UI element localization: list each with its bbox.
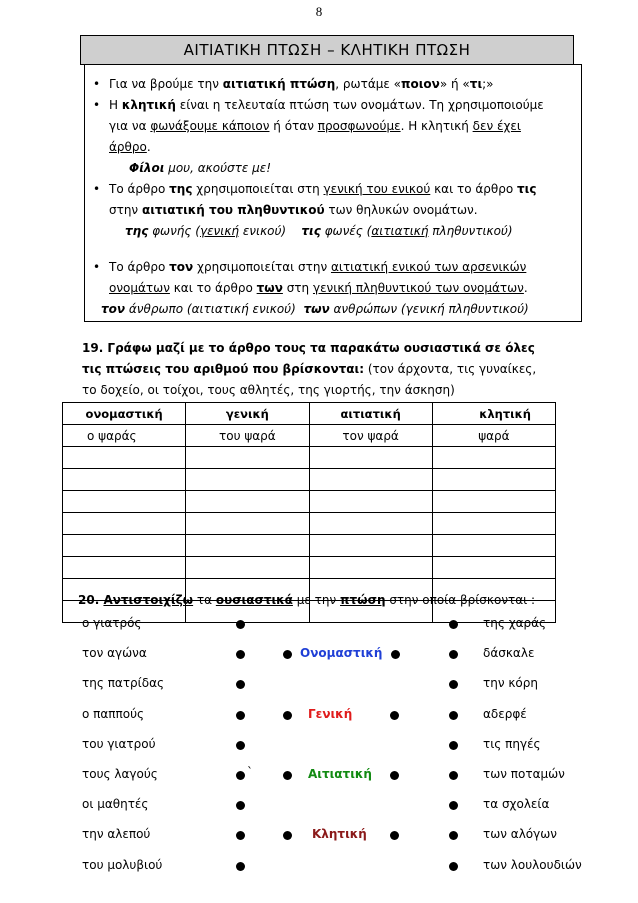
- exercise-19-word-list: το δοχείο, οι τοίχοι, τους αθλητές, της γιορτής, την άσκηση): [82, 383, 455, 397]
- column-header: κλητική: [432, 403, 555, 425]
- answer-cell[interactable]: [186, 447, 309, 469]
- left-word: της πατρίδας: [82, 676, 165, 691]
- answer-cell[interactable]: [309, 535, 432, 557]
- answer-cell[interactable]: [186, 491, 309, 513]
- info-example: της φωνής (γενική ενικού) τις φωνές (αιτιατική πληθυντικού): [125, 224, 513, 238]
- table-row-blank[interactable]: [63, 447, 556, 469]
- match-dot[interactable]: [449, 831, 458, 840]
- answer-cell[interactable]: [63, 513, 186, 535]
- right-word: αδερφέ: [483, 706, 527, 721]
- answer-cell[interactable]: [432, 557, 555, 579]
- table-row-blank[interactable]: [63, 491, 556, 513]
- right-word: των ποταμών: [483, 767, 565, 781]
- table-row-blank[interactable]: [63, 513, 556, 535]
- grammar-info-box: [84, 64, 582, 322]
- declension-table: [62, 402, 556, 623]
- match-dot[interactable]: [236, 862, 245, 871]
- left-word: του γιατρού: [82, 736, 156, 751]
- answer-cell[interactable]: [186, 513, 309, 535]
- right-word: την κόρη: [483, 676, 538, 691]
- case-label: Γενική: [308, 706, 353, 721]
- page-title: ΑΙΤΙΑΤΙΚΗ ΠΤΩΣΗ – ΚΛΗΤΙΚΗ ΠΤΩΣΗ: [80, 35, 574, 65]
- left-word: τους λαγούς: [82, 767, 158, 781]
- info-line: Το άρθρο της χρησιμοποιείται στη γενική του ενικού και το άρθρο τις: [109, 182, 537, 196]
- right-word: τα σχολεία: [483, 797, 550, 812]
- bullet-icon: •: [93, 77, 101, 91]
- match-dot[interactable]: [236, 831, 245, 840]
- left-word: τον αγώνα: [82, 646, 147, 661]
- match-dot[interactable]: [449, 620, 458, 629]
- case-label: Ονομαστική: [300, 646, 383, 661]
- match-dot[interactable]: [283, 650, 292, 659]
- right-word: τις πηγές: [483, 736, 541, 751]
- match-dot[interactable]: [236, 680, 245, 689]
- match-dot[interactable]: [449, 771, 458, 780]
- match-dot[interactable]: [236, 711, 245, 720]
- table-row-blank[interactable]: [63, 469, 556, 491]
- match-dot[interactable]: [283, 711, 292, 720]
- left-word: την αλεπού: [82, 827, 151, 842]
- table-header-row: [63, 403, 556, 425]
- info-line: άρθρο.: [109, 140, 151, 154]
- left-word: ο γιατρός: [82, 616, 142, 630]
- answer-cell[interactable]: [432, 447, 555, 469]
- match-dot[interactable]: [449, 862, 458, 871]
- info-example: Φίλοι μου, ακούστε με!: [129, 161, 272, 175]
- exercise-19-instruction: τις πτώσεις του αριθμού που βρίσκονται: (τον άρχοντα, τις γυναίκες,: [82, 362, 537, 376]
- answer-cell[interactable]: [309, 557, 432, 579]
- table-row-blank[interactable]: [63, 557, 556, 579]
- left-word: ο παππούς: [82, 706, 145, 721]
- answer-cell[interactable]: [432, 535, 555, 557]
- case-label: Αιτιατική: [308, 767, 372, 781]
- exercise-19-instruction: 19. Γράφω μαζί με το άρθρο τους τα παρακάτω ουσιαστικά σε όλες: [82, 341, 535, 355]
- column-header: γενική: [186, 403, 309, 425]
- answer-cell[interactable]: [432, 469, 555, 491]
- bullet-icon: •: [93, 182, 101, 196]
- match-dot[interactable]: [236, 741, 245, 750]
- answer-cell[interactable]: [432, 513, 555, 535]
- answer-cell[interactable]: [63, 535, 186, 557]
- table-cell: ο ψαράς: [63, 425, 186, 447]
- table-cell: του ψαρά: [186, 425, 309, 447]
- table-row-blank[interactable]: [63, 535, 556, 557]
- case-label: Κλητική: [312, 827, 367, 842]
- match-dot[interactable]: [283, 771, 292, 780]
- exercise-20-instruction: 20. Αντιστοιχίζω τα ουσιαστικά με την πτώση στην οποία βρίσκονται :: [78, 593, 536, 607]
- match-dot[interactable]: [391, 650, 400, 659]
- match-dot[interactable]: [390, 831, 399, 840]
- answer-cell[interactable]: [63, 447, 186, 469]
- match-dot[interactable]: [449, 741, 458, 750]
- match-dot[interactable]: [449, 650, 458, 659]
- info-line: Για να βρούμε την αιτιατική πτώση, ρωτάμε «ποιον» ή «τι;»: [109, 77, 494, 91]
- match-dot[interactable]: [390, 711, 399, 720]
- answer-cell[interactable]: [186, 535, 309, 557]
- answer-cell[interactable]: [309, 491, 432, 513]
- table-row-example: [63, 425, 556, 447]
- match-dot[interactable]: [449, 711, 458, 720]
- left-word: οι μαθητές: [82, 797, 149, 812]
- page-number: 8: [315, 4, 323, 19]
- info-line: για να φωνάξουμε κάποιον ή όταν προσφωνούμε. Η κλητική δεν έχει: [109, 119, 521, 133]
- answer-cell[interactable]: [63, 491, 186, 513]
- answer-cell[interactable]: [309, 469, 432, 491]
- info-line: Η κλητική είναι η τελευταία πτώση των ονομάτων. Τη χρησιμοποιούμε: [109, 98, 544, 112]
- left-word: του μολυβιού: [82, 857, 163, 872]
- answer-cell[interactable]: [309, 513, 432, 535]
- info-example: τον άνθρωπο (αιτιατική ενικού) των ανθρώπων (γενική πληθυντικού): [101, 302, 529, 316]
- answer-cell[interactable]: [63, 557, 186, 579]
- column-header: αιτιατική: [309, 403, 432, 425]
- match-dot[interactable]: [236, 771, 245, 780]
- table-cell: τον ψαρά: [309, 425, 432, 447]
- info-line: στην αιτιατική του πληθυντικού των θηλυκών ονομάτων.: [109, 203, 478, 217]
- match-dot[interactable]: [390, 771, 399, 780]
- right-word: των αλόγων: [483, 827, 557, 842]
- column-header: ονομαστική: [63, 403, 186, 425]
- right-word: των λουλουδιών: [483, 857, 582, 872]
- bullet-icon: •: [93, 260, 101, 274]
- answer-cell[interactable]: [432, 491, 555, 513]
- answer-cell[interactable]: [63, 469, 186, 491]
- right-word: δάσκαλε: [483, 646, 535, 661]
- bullet-icon: •: [93, 98, 101, 112]
- table-cell: ψαρά: [432, 425, 555, 447]
- info-line: Το άρθρο τον χρησιμοποιείται στην αιτιατική ενικού των αρσενικών: [109, 260, 527, 274]
- match-dot[interactable]: [236, 650, 245, 659]
- answer-cell[interactable]: [186, 557, 309, 579]
- match-dot[interactable]: [236, 620, 245, 629]
- answer-cell[interactable]: [309, 447, 432, 469]
- stray-mark: `: [247, 765, 253, 779]
- match-dot[interactable]: [236, 801, 245, 810]
- right-word: της χαράς: [483, 616, 547, 630]
- answer-cell[interactable]: [186, 469, 309, 491]
- match-dot[interactable]: [449, 801, 458, 810]
- match-dot[interactable]: [449, 680, 458, 689]
- info-line: ονομάτων και το άρθρο των στη γενική πληθυντικού των ονομάτων.: [109, 281, 528, 295]
- match-dot[interactable]: [283, 831, 292, 840]
